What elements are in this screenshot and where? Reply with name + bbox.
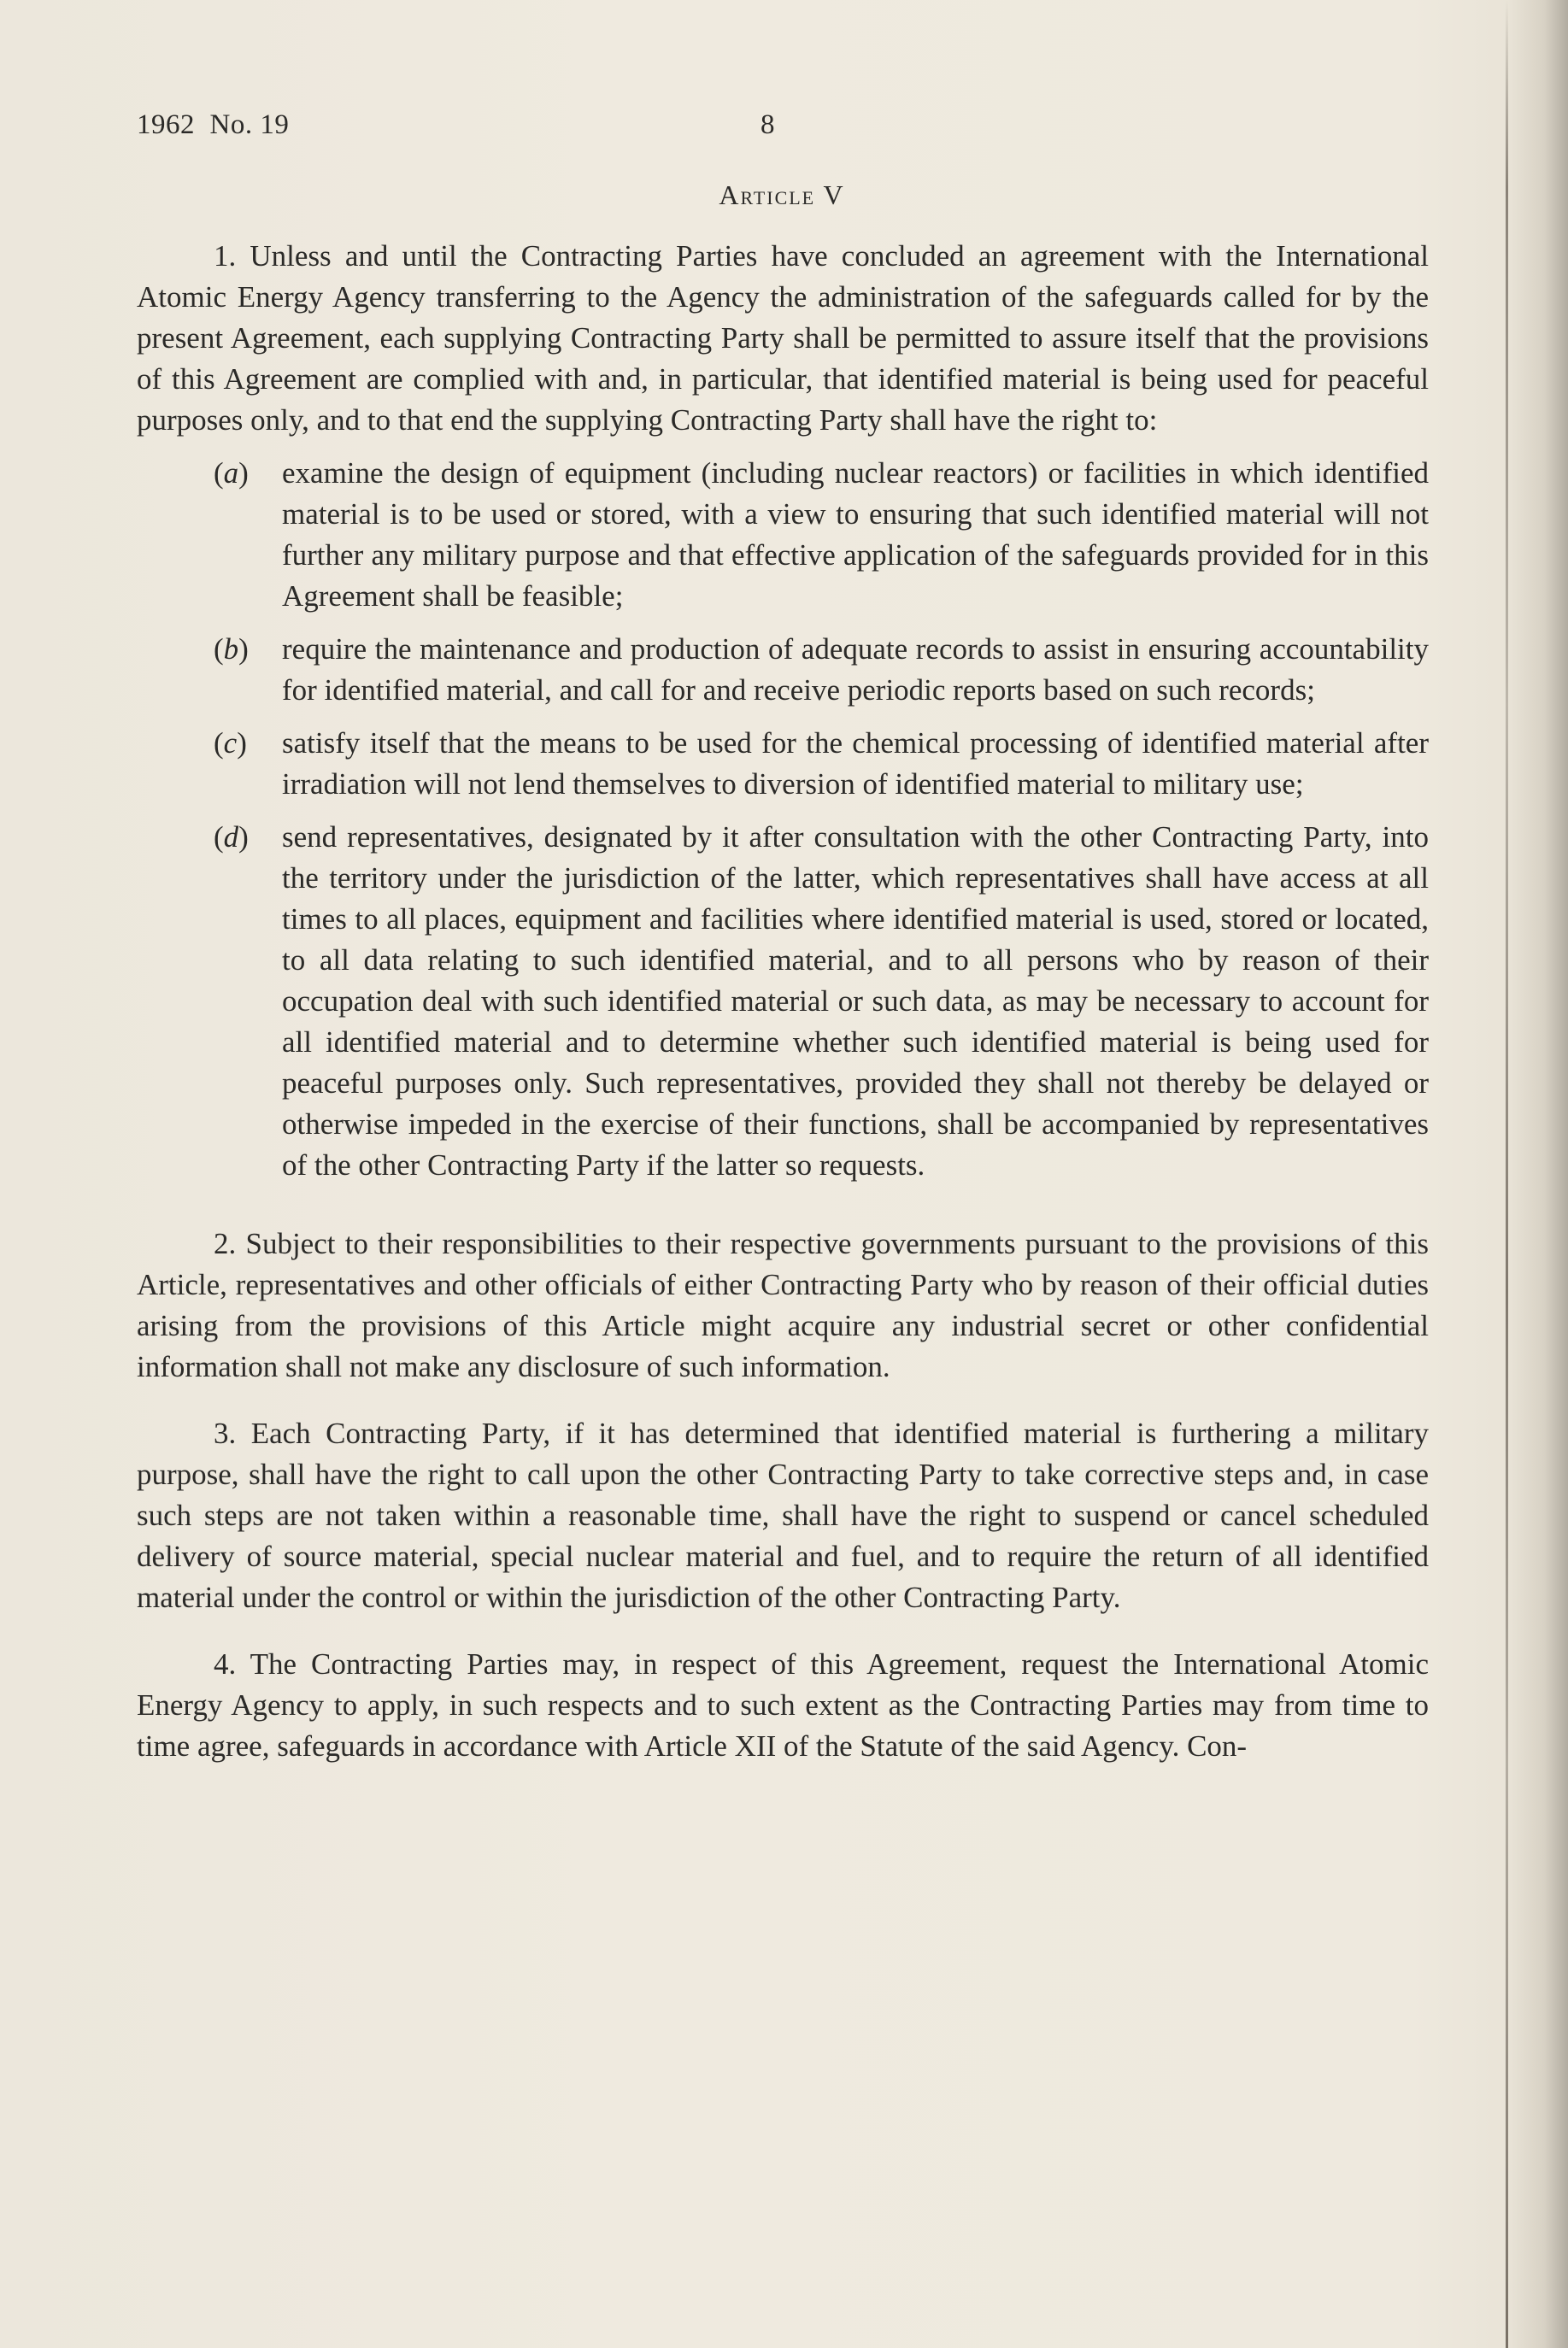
article-title: Article V	[719, 179, 845, 210]
page-edge-line	[1506, 0, 1508, 2348]
paragraph-1: 1. Unless and until the Contracting Parties have concluded an agreement with the International Atomic Energy Agency transferring to the Agency the administration of the safeguards called for by the present Agreement, each supplying Contracting Party shall be permitted to assure itself that the provisions of this Agreement are complied with and, in particular, that identified material is being used for peaceful purposes only, and to that end the supplying Contracting Party shall have the right to:	[137, 239, 1429, 437]
list-item-a	[137, 453, 1429, 617]
header-page-number: 8	[761, 109, 775, 140]
article-body	[137, 236, 1429, 1767]
paragraph-2: 2. Subject to their responsibilities to their respective governments pursuant to the provisions of this Article, representatives and other officials of either Contracting Party who by reason of their official duties arising from the provisions of this Article might acquire any industrial secret or other confidential information shall not make any disclosure of such information.	[137, 1227, 1429, 1383]
list-item-d	[137, 817, 1429, 1186]
list-item-c	[137, 723, 1429, 805]
page-edge-shadow	[1508, 0, 1568, 2348]
paragraph-4: 4. The Contracting Parties may, in respect of this Agreement, request the International Atomic Energy Agency to apply, in such respects and to such extent as the Contracting Parties may from time to time agree, safeguards in accordance with Article XII of the Statute of the said Agency. Con-	[137, 1647, 1429, 1763]
list-marker-d: (d)	[214, 820, 249, 854]
list-item-text: satisfy itself that the means to be used for the chemical processing of identified material after irradiation will not lend themselves to diversion of identified material to military use;	[282, 726, 1429, 801]
list-marker-b: (b)	[214, 632, 249, 666]
list-item-b	[137, 629, 1429, 711]
right-list	[137, 453, 1429, 1186]
header-year-number: 1962 No. 19	[137, 109, 290, 140]
page-header	[137, 109, 1427, 149]
list-item-text: examine the design of equipment (including nuclear reactors) or facilities in which identified material is to be used or stored, with a view to ensuring that such identified material will not further any military purpose and that effective application of the safeguards provided for in this Agreement shall be feasible;	[282, 456, 1429, 613]
paragraph-3: 3. Each Contracting Party, if it has determined that identified material is furthering a military purpose, shall have the right to call upon the other Contracting Party to take corrective steps and, in case such steps are not taken within a reasonable time, shall have the right to suspend or cancel scheduled delivery of source material, special nuclear material and fuel, and to require the return of all identified material under the control or within the jurisdiction of the other Contracting Party.	[137, 1417, 1429, 1614]
list-marker-c: (c)	[214, 726, 247, 760]
list-item-text: send representatives, designated by it after consultation with the other Contracting Party, into the territory under the jurisdiction of the latter, which representatives shall have access at all times to all places, equipment and facilities where identified material is used, stored or located, to all data relating to such identified material, and to all persons who by reason of their occupation deal with such identified material or such data, as may be necessary to account for all identified material and to determine whether such identified material is being used for peaceful purposes only. Such representatives, provided they shall not thereby be delayed or otherwise impeded in the exercise of their functions, shall be accompanied by representatives of the other Contracting Party if the latter so requests.	[282, 820, 1429, 1182]
list-item-text: require the maintenance and production of adequate records to assist in ensuring accountability for identified material, and call for and receive periodic reports based on such records;	[282, 632, 1429, 707]
list-marker-a: (a)	[214, 456, 249, 490]
